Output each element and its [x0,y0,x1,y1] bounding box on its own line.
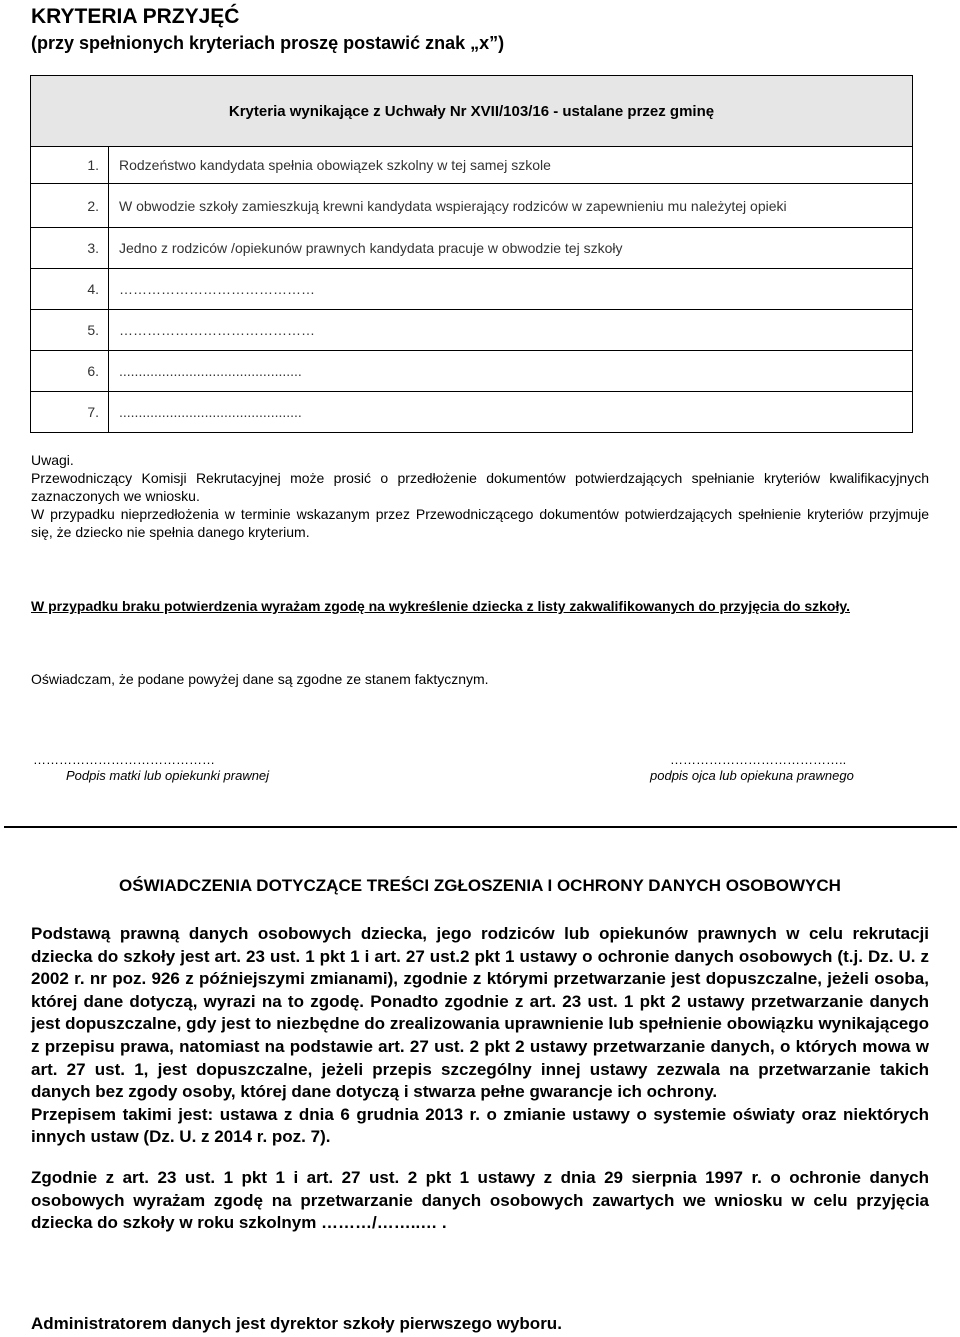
criteria-row-text[interactable]: W obwodzie szkoły zamieszkują krewni kandydata wspierający rodziców w zapewnieniu mu należytej opieki [109,184,913,228]
legal-paragraph: Przepisem takimi jest: ustawa z dnia 6 grudnia 2013 r. o zmianie ustawy o systemie oświaty oraz niektórych innych ustaw (Dz. U. z 2014 r. poz. 7). [31,1104,929,1147]
criteria-row-text[interactable]: Rodzeństwo kandydata spełnia obowiązek szkolny w tej samej szkole [109,147,913,184]
consent-warning: W przypadku braku potwierdzenia wyrażam zgodę na wykreślenie dziecka z listy zakwalifikowanych do przyjęcia do szkoły. [31,598,850,614]
criteria-row-number: 3. [31,228,109,269]
signature-line[interactable]: ………………………………….. [670,752,847,767]
legal-consent-paragraph: Zgodnie z art. 23 ust. 1 pkt 1 i art. 27 ust. 2 pkt 1 ustawy z dnia 29 sierpnia 1997 r. o ochronie danych osobowych wyrażam zgodę na przetwarzanie danych osobowych zawartych we wniosku w celu przyjęcia dziecka do szkoły w roku szkolnym ………/……..… . [31,1167,929,1233]
remarks-paragraph: Przewodniczący Komisji Rekrutacyjnej może prosić o przedłożenie dokumentów potwierdzających spełnianie kryteriów kwalifikacyjnych zaznaczonych we wniosku. [31,470,929,504]
page-title: KRYTERIA PRZYJĘĆ [31,5,240,28]
data-administrator: Administratorem danych jest dyrektor szkoły pierwszego wyboru. [31,1314,562,1333]
criteria-row-number: 7. [31,392,109,433]
signature-label: podpis ojca lub opiekuna prawnego [650,768,854,783]
remarks-heading: Uwagi. [31,452,74,468]
legal-section [31,923,929,1235]
criteria-row [31,351,913,392]
criteria-row [31,184,913,228]
criteria-header-row [31,76,913,147]
criteria-row [31,392,913,433]
criteria-row-text[interactable]: …………………………………… [109,269,913,310]
signature-mother [33,752,269,783]
remarks-section [31,451,929,541]
remarks-paragraph: W przypadku nieprzedłożenia w terminie wskazanym przez Przewodniczącego dokumentów potwierdzających spełnienie kryteriów przyjmuje się, że dziecko nie spełnia danego kryterium. [31,506,929,540]
criteria-row [31,269,913,310]
criteria-row [31,228,913,269]
legal-paragraph: Podstawą prawną danych osobowych dziecka, jego rodziców lub opiekunów prawnych w celu rekrutacji dziecka do szkoły jest art. 23 ust. 1 pkt 1 i art. 27 ust.2 pkt 1 ustawy o ochronie danych osobowych (t.j. Dz. U. z 2002 r. nr poz. 926 z późniejszymi zmianami), zgodnie z którymi przetwarzanie jest dopuszczalne, jeżeli osoba, której dane dotyczą, wyrazi na to zgodę. Ponadto zgodnie z art. 23 ust. 1 pkt 2 ustawy przetwarzanie danych jest dopuszczalne, gdy jest to niezbędne do zrealizowania uprawnienie lub spełnienie obowiązku wynikającego z przepisu prawa, natomiast na podstawie art. 27 ust. 2 pkt 2 ustawy przetwarzanie danych, o których mowa w art. 27 ust. 1, jest dopuszczalne, jeżeli przepis szczególny innej ustawy zezwala na przetwarzanie takich danych bez zgody osoby, której dane dotyczą i stwarza pełne gwarancje ich ochrony. [31,924,929,1102]
statement: Oświadczam, że podane powyżej dane są zgodne ze stanem faktycznym. [31,671,489,687]
signature-line[interactable]: …………………………………… [33,752,215,767]
criteria-row-number: 1. [31,147,109,184]
criteria-row-number: 6. [31,351,109,392]
criteria-row [31,147,913,184]
criteria-row-text[interactable]: Jedno z rodziców /opiekunów prawnych kandydata pracuje w obwodzie tej szkoły [109,228,913,269]
section-title: OŚWIADCZENIA DOTYCZĄCE TREŚCI ZGŁOSZENIA I OCHRONY DANYCH OSOBOWYCH [119,876,841,895]
criteria-table [30,75,913,433]
criteria-row-text[interactable]: …………………………………… [109,310,913,351]
criteria-row-number: 4. [31,269,109,310]
criteria-row-number: 5. [31,310,109,351]
criteria-row-text[interactable]: ............................................... [109,351,913,392]
criteria-row [31,310,913,351]
signature-father [650,752,854,783]
criteria-row-text[interactable]: ............................................... [109,392,913,433]
signature-label: Podpis matki lub opiekunki prawnej [66,768,270,783]
criteria-row-number: 2. [31,184,109,228]
criteria-header: Kryteria wynikające z Uchwały Nr XVII/103/16 - ustalane przez gminę [31,76,913,147]
page-subtitle: (przy spełnionych kryteriach proszę postawić znak „x”) [31,33,505,53]
section-divider [4,826,957,828]
